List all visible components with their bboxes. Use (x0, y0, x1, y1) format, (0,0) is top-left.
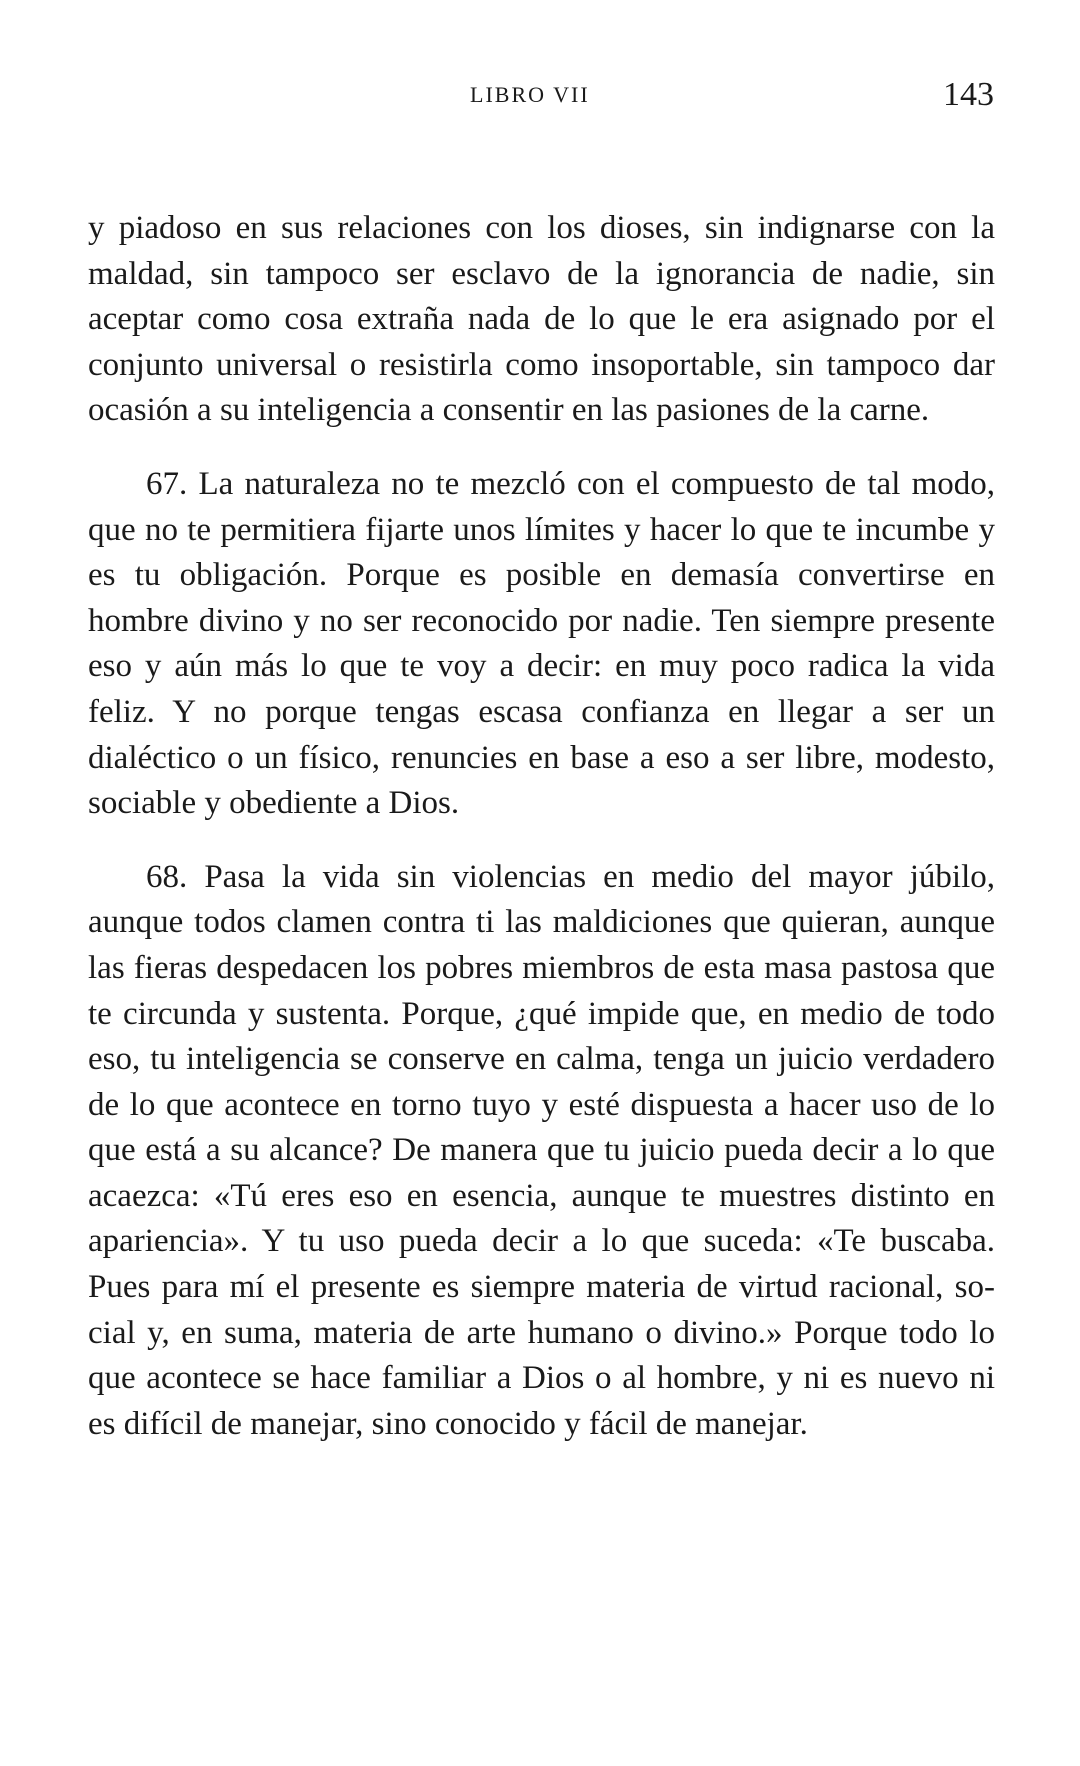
paragraph-continuation: y piadoso en sus relaciones con los dioses, sin indignarse con la maldad, sin tampoco ser esclavo de la ignorancia de nadie, sin aceptar como cosa extraña nada de lo que le era asignado por el conjunto universal o resistirla como insoportable, sin tampoco dar ocasión a su inteligencia a consentir en las pasiones de la carne. (88, 210, 995, 429)
paragraph-68: 68. Pasa la vida sin violencias en medio del mayor júbilo, aunque todos clamen contra ti las maldiciones que quieran, aunque las fieras despedacen los pobres miembros de esta masa pastosa que te circunda y sustenta. Porque, ¿qué impide que, en medio de todo eso, tu inteligencia se conserve en calma, tenga un juicio verdadero de lo que acontece en torno tuyo y esté dispuesta a hacer uso de lo que está a su alcance? De manera que tu juicio pueda decir a lo que acaezca: «Tú eres eso en esencia, aunque te muestres distinto en apariencia». Y tu uso pueda decir a lo que suceda: «Te buscaba. Pues para mí el presente es siempre materia de virtud racional, social y, en suma, materia de arte humano o divino.» Porque todo lo que acontece se hace familiar a Dios o al hombre, y ni es nuevo ni es difícil de manejar, sino conocido y fácil de manejar. (88, 858, 995, 1442)
page-number: 143 (943, 76, 994, 113)
running-head: LIBRO VII (470, 82, 590, 107)
body-text (88, 206, 995, 1447)
paragraph-67: 67. La naturaleza no te mezcló con el compuesto de tal modo, que no te permitiera fijarte unos límites y hacer lo que te incumbe y es tu obligación. Porque es posible en demasía convertirse en hombre divino y no ser reconocido por nadie. Ten siempre presente eso y aún más lo que te voy a decir: en muy poco radica la vida feliz. Y no porque tengas escasa confianza en llegar a ser un dialéctico o un físico, renuncies en base a eso a ser libre, modesto, sociable y obediente a Dios. (88, 465, 995, 822)
